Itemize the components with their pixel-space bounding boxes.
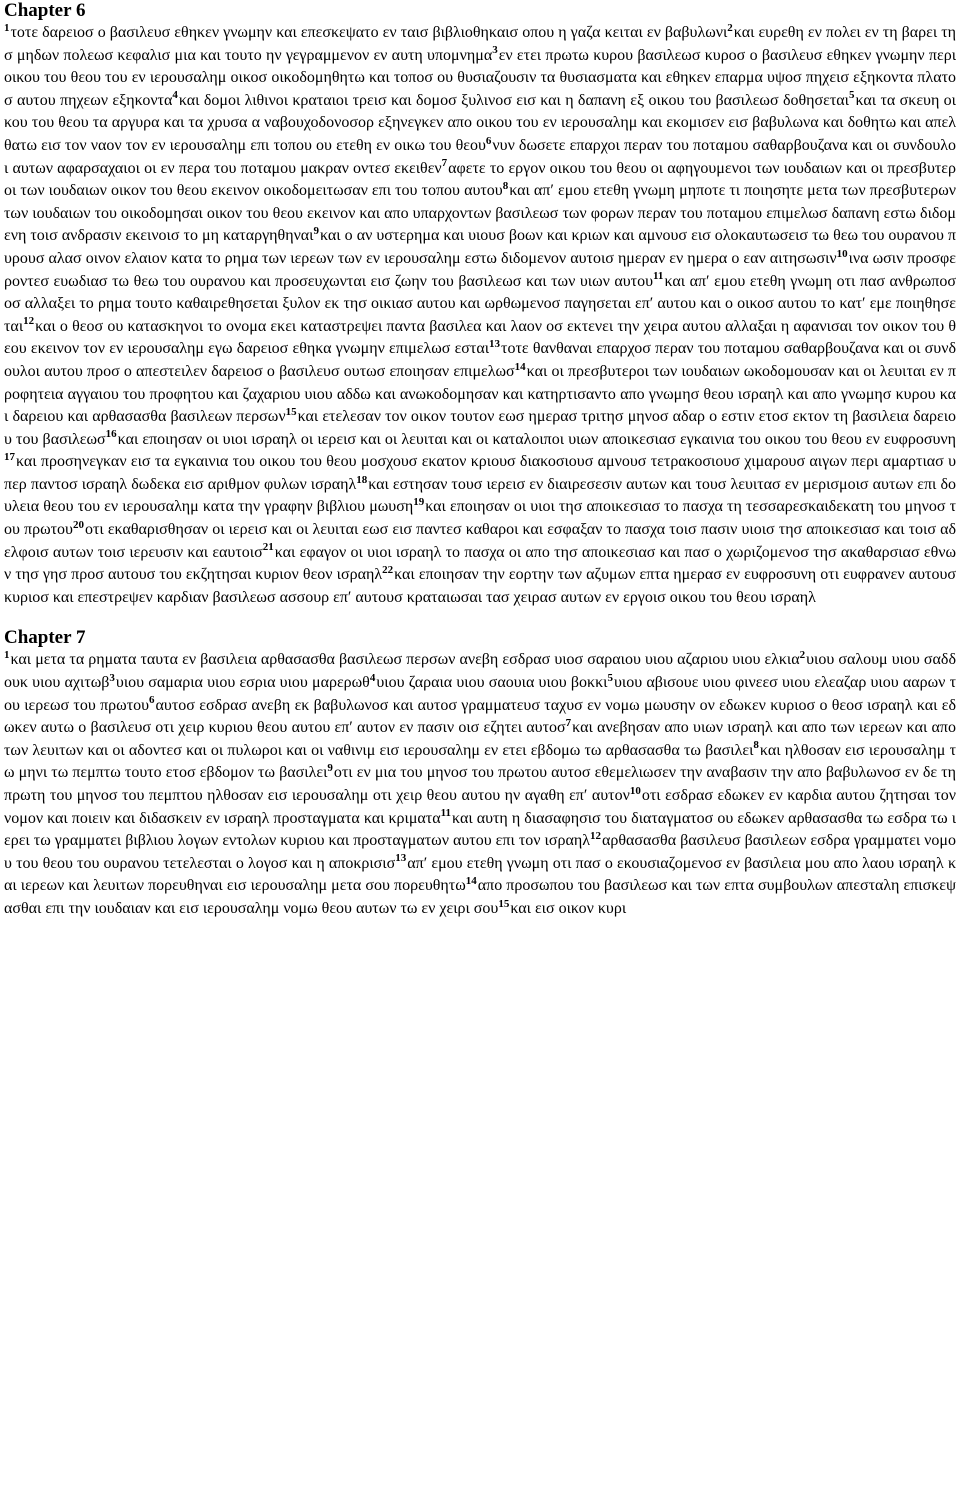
chapter-heading: Chapter 6	[4, 0, 86, 21]
verse-number: 13	[489, 337, 501, 350]
verse-text: και εστησαν τουσ ιερεισ εν διαιρεσεσιν αυτων και τουσ λευιτασ εν μερισμοισ αυτων επι δουλεια θεου του εν ιερουσαλημ κατα την γραφην βιβλιου μωυση	[4, 475, 956, 516]
verse-number: 3	[109, 671, 115, 684]
verse-number: 8	[502, 179, 509, 192]
verse-text: και δομοι λιθινοι κραταιοι τρεισ και δομοσ ξυλινοσ εισ και η δαπανη εξ οικου του βασιλεωσ δοθησεται	[178, 91, 849, 109]
verse-text: και προσηνεγκαν εισ τα εγκαινια του οικου του θεου μοσχουσ εκατον κριουσ διακοσιουσ αμνουσ τετρακοσιουσ χιμαρουσ αιγων περι αμαρτιασ υπερ παντοσ ισραηλ δωδεκα εισ αριθμον φυλων ισραηλ	[4, 453, 956, 493]
verse-number: 7	[441, 157, 448, 170]
verse-text: και απ′ εμου ετεθη γνωμη οτι πασ ανθρωποσ οσ αλλαξει το ρημα τουτο καθαιρεθησεται ξυλον εκ τησ οικιασ αυτου και ωρθωμενοσ παγησεται επ′ αυτου και ο οικοσ αυτου το κατ′ εμε ποιηθησεται	[4, 272, 956, 335]
verse-number: 2	[727, 21, 733, 34]
verse-number: 11	[653, 270, 664, 283]
verse-number: 15	[498, 897, 510, 910]
verse-text: και εποιησαν οι υιοι ισραηλ οι ιερεισ και οι λευιται και οι καταλοιποι υιων αποικεσιασ εγκαινια του οικου του θεου εν ευφροσυνη	[117, 430, 957, 448]
verse-number: 9	[327, 762, 333, 775]
verse-text: υιου αβισουε υιου φινεεσ υιου ελεαζαρ υιου ααρων του ιερεωσ του πρωτου	[4, 674, 956, 714]
verse-text: και μετα τα ρηματα ταυτα εν βασιλεια αρθασασθα βασιλεωσ περσων ανεβη εσδρασ υιοσ σαραιου υιου αζαριου υιου ελκια	[10, 651, 800, 669]
verse-text: απο προσωπου του βασιλεωσ και των επτα συμβουλων απεσταλη επισκεψασθαι επι την ιουδαιαν και εισ ιερουσαλημ νομω θεου αυτων τω εν χειρι σου	[4, 877, 956, 917]
verse-text: εν ετει πρωτω κυρου βασιλεωσ κυροσ ο βασιλευσ εθηκεν γνωμην περι οικου του θεου του εν ιερουσαλημ οικοσ οικοδομηθητω και τοποσ ου θυσιαζουσιν τα θυσιασματα και εθηκεν επαρμα υψοσ πηχεισ εξηκοντα πλατοσ αυτου πηχεων εξηκοντα	[4, 46, 956, 109]
verse-number: 5	[848, 89, 855, 102]
verse-number: 17	[4, 450, 15, 463]
verse-text: και εποιησαν την εορτην των αζυμων επτα ημερασ εν ευφροσυνη οτι ευφρανεν αυτουσ κυριοσ και επεστρεψεν καρδιαν βασιλεωσ ασσουρ επ′ αυτουσ κραταιωσαι τασ χειρασ αυτων εν εργοισ οικου του θεου ισραηλ	[4, 566, 957, 606]
verse-number: 9	[313, 225, 319, 238]
verse-text: τοτε θανθαναι επαρχοσ περαν του ποταμου σαθαρβουζανα και οι συνδουλοι αυτου προσ ο απεστειλεν δαρειοσ ο βασιλευσ ουτωσ εποιησαν επιμελωσ	[4, 340, 957, 380]
verse-text: οτι εκαθαρισθησαν οι ιερεισ και οι λευιται εωσ εισ παντεσ καθαροι και εσφαξαν το πασχα τοισ πασιν υιοισ τησ αποικεσιασ και τοισ αδελφοισ αυτων τοισ ιερευσιν και εαυτοισ	[4, 521, 956, 561]
verse-number: 5	[607, 671, 613, 684]
verse-text: και ανεβησαν απο υιων ισραηλ και απο των ιερεων και απο των λευιτων και οι αδοντεσ και οι πυλωροι και οι ναθινιμ εισ ιερουσαλημ εν ετει εβδομω τω αρθασασθα τω βασιλει	[4, 719, 956, 759]
verse-number: 7	[565, 716, 572, 729]
verse-text: υιου σαλουμ υιου σαδδουκ υιου αχιτωβ	[4, 651, 957, 692]
verse-number: 20	[72, 518, 84, 531]
verse-number: 14	[465, 875, 477, 888]
verse-text: αυτοσ εσδρασ ανεβη εκ βαβυλωνοσ και αυτοσ γραμματευσ ταχυσ εν νομω μωυσην ον εδωκεν κυριοσ ο θεοσ ισραηλ και εδωκεν αυτω ο βασιλευσ οτι χειρ κυριου θεου αυτου επ′ αυτον εν πασιν οισ εζητει αυτοσ	[4, 696, 956, 737]
verse-number: 10	[836, 247, 848, 260]
verse-text: τοτε δαρειοσ ο βασιλευσ εθηκεν γνωμην και επεσκεψατο εν ταισ βιβλιοθηκαισ οπου η γαζα κειται εν βαβυλωνι	[10, 24, 728, 41]
chapter-heading: Chapter 7	[4, 627, 86, 649]
verse-number: 6	[149, 694, 155, 707]
verse-text: υιου σαμαρια υιου εσρια υιου μαρερωθ	[115, 674, 370, 692]
verse-number: 12	[589, 829, 601, 842]
verse-text: και αυτη η διασαφησισ του διαταγματοσ ου εδωκεν αρθασασθα τω εσδρα τω ιερει τω γραμματει βιβλιου λογων εντολων κυριου και προσταγματων αυτου επι τον ισραηλ	[4, 809, 956, 850]
chapters-container	[4, 0, 956, 921]
verse-text: οτι εσδρασ εδωκεν εν καρδια αυτου ζητησαι τον νομον και ποιειν και διδασκειν εν ισραηλ προσταγματα και κριματα	[4, 787, 957, 827]
verse-number: 3	[492, 44, 498, 57]
verse-number: 13	[395, 852, 407, 865]
verse-text: και ο θεοσ ου κατασκηνοι το ονομα εκει καταστρεψει παντα βασιλεα και λαον οσ εκτενει την χειρα αυτου αλλαξαι η αφανισαι τον οικον του θεου εκεινον τον εν ιερουσαλημ εγω δαρειοσ εθηκα γνωμην επιμελωσ εσται	[4, 317, 956, 358]
verse-number: 4	[369, 671, 376, 684]
verse-number: 8	[753, 739, 759, 752]
verse-text: ινα ωσιν προσφεροντεσ ευωδιασ τω θεω του ουρανου και προσευχωνται εισ ζωην του βασιλεωσ και των υιων αυτου	[4, 249, 956, 290]
verse-number: 2	[799, 649, 806, 662]
verse-text: και τα σκευη οικου του θεου τα αργυρα και τα χρυσα α ναβουχοδονοσορ εξηνεγκεν απο οικου του εν ιερουσαλημ και εκομισεν εισ βαβυλωνα και δοθητω και απελθατω εισ τον ναον τον εν ιερουσαλημ επι τοπου ου ετεθη εν οικω του θεου	[4, 91, 956, 154]
verse-number: 21	[262, 541, 274, 554]
verse-text: και εποιησαν οι υιοι τησ αποικεσιασ το πασχα τη τεσσαρεσκαιδεκατη του μηνοσ του πρωτου	[4, 498, 957, 539]
verse-number: 6	[485, 134, 492, 147]
verse-number: 18	[356, 473, 368, 486]
verse-number: 12	[23, 315, 35, 328]
verse-text: και ετελεσαν τον οικον τουτον εωσ ημερασ τριτησ μηνοσ αδαρ ο εστιν ετοσ εκτον τη βασιλεια δαρειου του βασιλεωσ	[4, 408, 956, 448]
verse-text: υιου ζαραια υιου σαουια υιου βοκκι	[376, 674, 608, 692]
verse-text: οτι εν μια του μηνοσ του πρωτου αυτοσ εθεμελιωσεν την αναβασιν την απο βαβυλωνοσ εν δε τη πρωτη του μηνοσ του πεμπτου ηλθοσαν εισ ιερουσαλημ οτι χειρ θεου αυτου ην αγαθη επ′ αυτον	[4, 764, 956, 804]
verse-text: και εισ οικον κυρι	[510, 899, 627, 917]
verse-number: 10	[629, 784, 641, 797]
verse-text: και οι πρεσβυτεροι των ιουδαιων ωκοδομουσαν και οι λευιται εν προφητεια αγγαιου του προφητου και ζαχαριου υιου αδδω και ανωκοδομησαν και κατηρτισαντο απο γνωμησ θεου ισραηλ και απο γνωμησ κυρου και δαρειου και αρθασασθα βασιλεων περσων	[4, 362, 957, 426]
chapter-text	[4, 22, 956, 609]
verse-text: και ευρεθη εν πολει εν τη βαρει τησ μηδων πολεωσ κεφαλισ μια και τουτο ην γεγραμμενον εν αυτη υπομνημα	[4, 24, 957, 64]
verse-text: και εφαγον οι υιοι ισραηλ το πασχα οι απο τησ αποικεσιασ και πασ ο χωριζομενοσ τησ ακαθαρσιασ εθνων τησ γησ προσ αυτουσ του εκζητησαι κυριον θεον ισραηλ	[4, 543, 956, 584]
verse-text: αρθασασθα βασιλευσ βασιλεων εσδρα γραμματει νομου του θεου του ουρανου τετελεσται ο λογοσ και η αποκρισισ	[4, 832, 956, 872]
verse-number: 11	[440, 807, 452, 820]
verse-text: και απ′ εμου ετεθη γνωμη μηποτε τι ποιησητε μετα των πρεσβυτερων των ιουδαιων του οικοδομησαι οικον του θεου εκεινον και απο υπαρχοντων βασιλεωσ των φορων περαν του ποταμου επιμελωσ δαπανη εστω διδομενη τοισ ανδρασιν εκεινοισ το μη καταργηθηναι	[4, 182, 957, 245]
verse-number: 1	[4, 649, 10, 662]
verse-number: 16	[105, 428, 117, 441]
verse-text: απ′ εμου ετεθη γνωμη οτι πασ ο εκουσιαζομενοσ εν βασιλεια μου απο λαου ισραηλ και ιερεων και λευιτων πορευθηναι εισ ιερουσαλημ μετα σου πορευθητω	[4, 854, 957, 895]
verse-number: 19	[413, 496, 425, 509]
chapter-text	[4, 649, 956, 920]
verse-number: 4	[172, 89, 178, 102]
verse-text: αφετε το εργον οικου του θεου οι αφηγουμενοι των ιουδαιων και οι πρεσβυτεροι των ιουδαιων οικον του θεου εκεινον οικοδομειτωσαν επι του τοπου αυτου	[4, 159, 956, 200]
verse-number: 15	[285, 405, 297, 418]
verse-text: και ηλθοσαν εισ ιερουσαλημ τω μηνι τω πεμπτω τουτο ετοσ εβδομον τω βασιλει	[4, 741, 957, 782]
verse-number: 1	[4, 21, 10, 34]
verse-number: 14	[514, 360, 526, 373]
verse-text: και ο αν υστερημα και υιουσ βοων και κριων και αμνουσ εισ ολοκαυτωσεισ τω θεω του ουρανου πυρουσ αλασ οινον ελαιον κατα το ρημα των ιερεων των εν ιερουσαλημ εστω διδομενον αυτοισ ημεραν εν ημερα ο εαν αιτησωσιν	[4, 227, 956, 267]
verse-number: 22	[382, 563, 394, 576]
verse-text: νυν δωσετε επαρχοι περαν του ποταμου σαθαρβουζανα και οι συνδουλοι αυτων αφαρσαχαιοι οι εν περα του ποταμου μακραν οντεσ εκειθεν	[4, 136, 956, 177]
